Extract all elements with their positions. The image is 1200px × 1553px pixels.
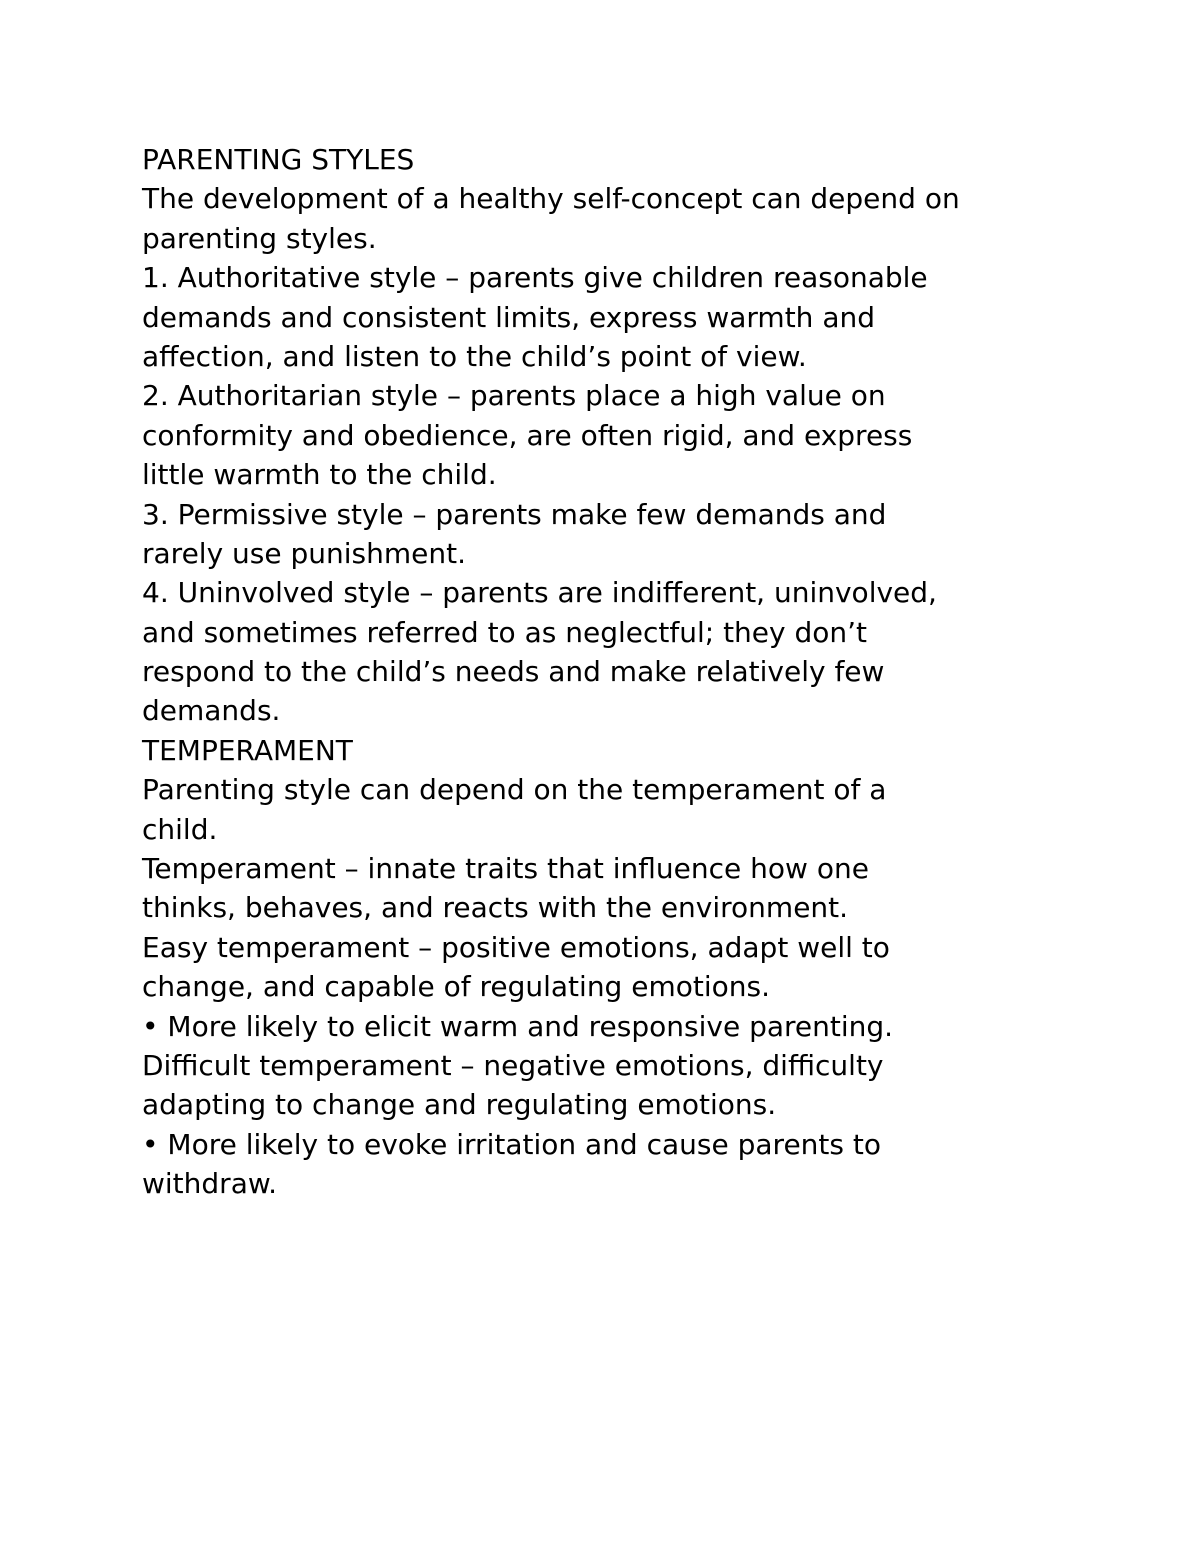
- text-line: affection, and listen to the child’s point of view.: [142, 339, 807, 373]
- text-line: Parenting style can depend on the temperament of a: [142, 773, 887, 807]
- text-line: and sometimes referred to as neglectful; they don’t: [142, 615, 868, 649]
- list-item-authoritative: 1. Authoritative style – parents give children reasonable: [142, 261, 928, 295]
- text-line: demands and consistent limits, express warmth and: [142, 300, 875, 334]
- document-body: [142, 140, 1082, 1204]
- text-line: demands.: [142, 694, 281, 728]
- text-line: thinks, behaves, and reacts with the environment.: [142, 891, 849, 925]
- text-line: child.: [142, 812, 218, 846]
- text-line: respond to the child’s needs and make relatively few: [142, 655, 885, 689]
- text-line: adapting to change and regulating emotions.: [142, 1088, 777, 1122]
- section-heading-parenting-styles: PARENTING STYLES: [142, 143, 415, 176]
- list-item-authoritarian: 2. Authoritarian style – parents place a high value on: [142, 379, 886, 413]
- list-item-permissive: 3. Permissive style – parents make few demands and: [142, 497, 887, 531]
- definition-easy-temperament: Easy temperament – positive emotions, adapt well to: [142, 930, 890, 964]
- text-line: The development of a healthy self-concept can depend on: [142, 182, 960, 216]
- bullet-item: • More likely to evoke irritation and cause parents to: [142, 1127, 881, 1161]
- text-line: rarely use punishment.: [142, 536, 467, 570]
- text-line: change, and capable of regulating emotions.: [142, 970, 770, 1004]
- definition-difficult-temperament: Difficult temperament – negative emotions, difficulty: [142, 1048, 884, 1082]
- bullet-item: • More likely to elicit warm and responsive parenting.: [142, 1009, 894, 1043]
- section-heading-temperament: TEMPERAMENT: [142, 733, 353, 767]
- text-line: withdraw.: [142, 1167, 278, 1201]
- text-line: parenting styles.: [142, 221, 377, 255]
- text-line: conformity and obedience, are often rigid, and express: [142, 418, 913, 452]
- list-item-uninvolved: 4. Uninvolved style – parents are indifferent, uninvolved,: [142, 576, 937, 610]
- definition-temperament: Temperament – innate traits that influence how one: [142, 852, 869, 886]
- text-line: little warmth to the child.: [142, 458, 497, 492]
